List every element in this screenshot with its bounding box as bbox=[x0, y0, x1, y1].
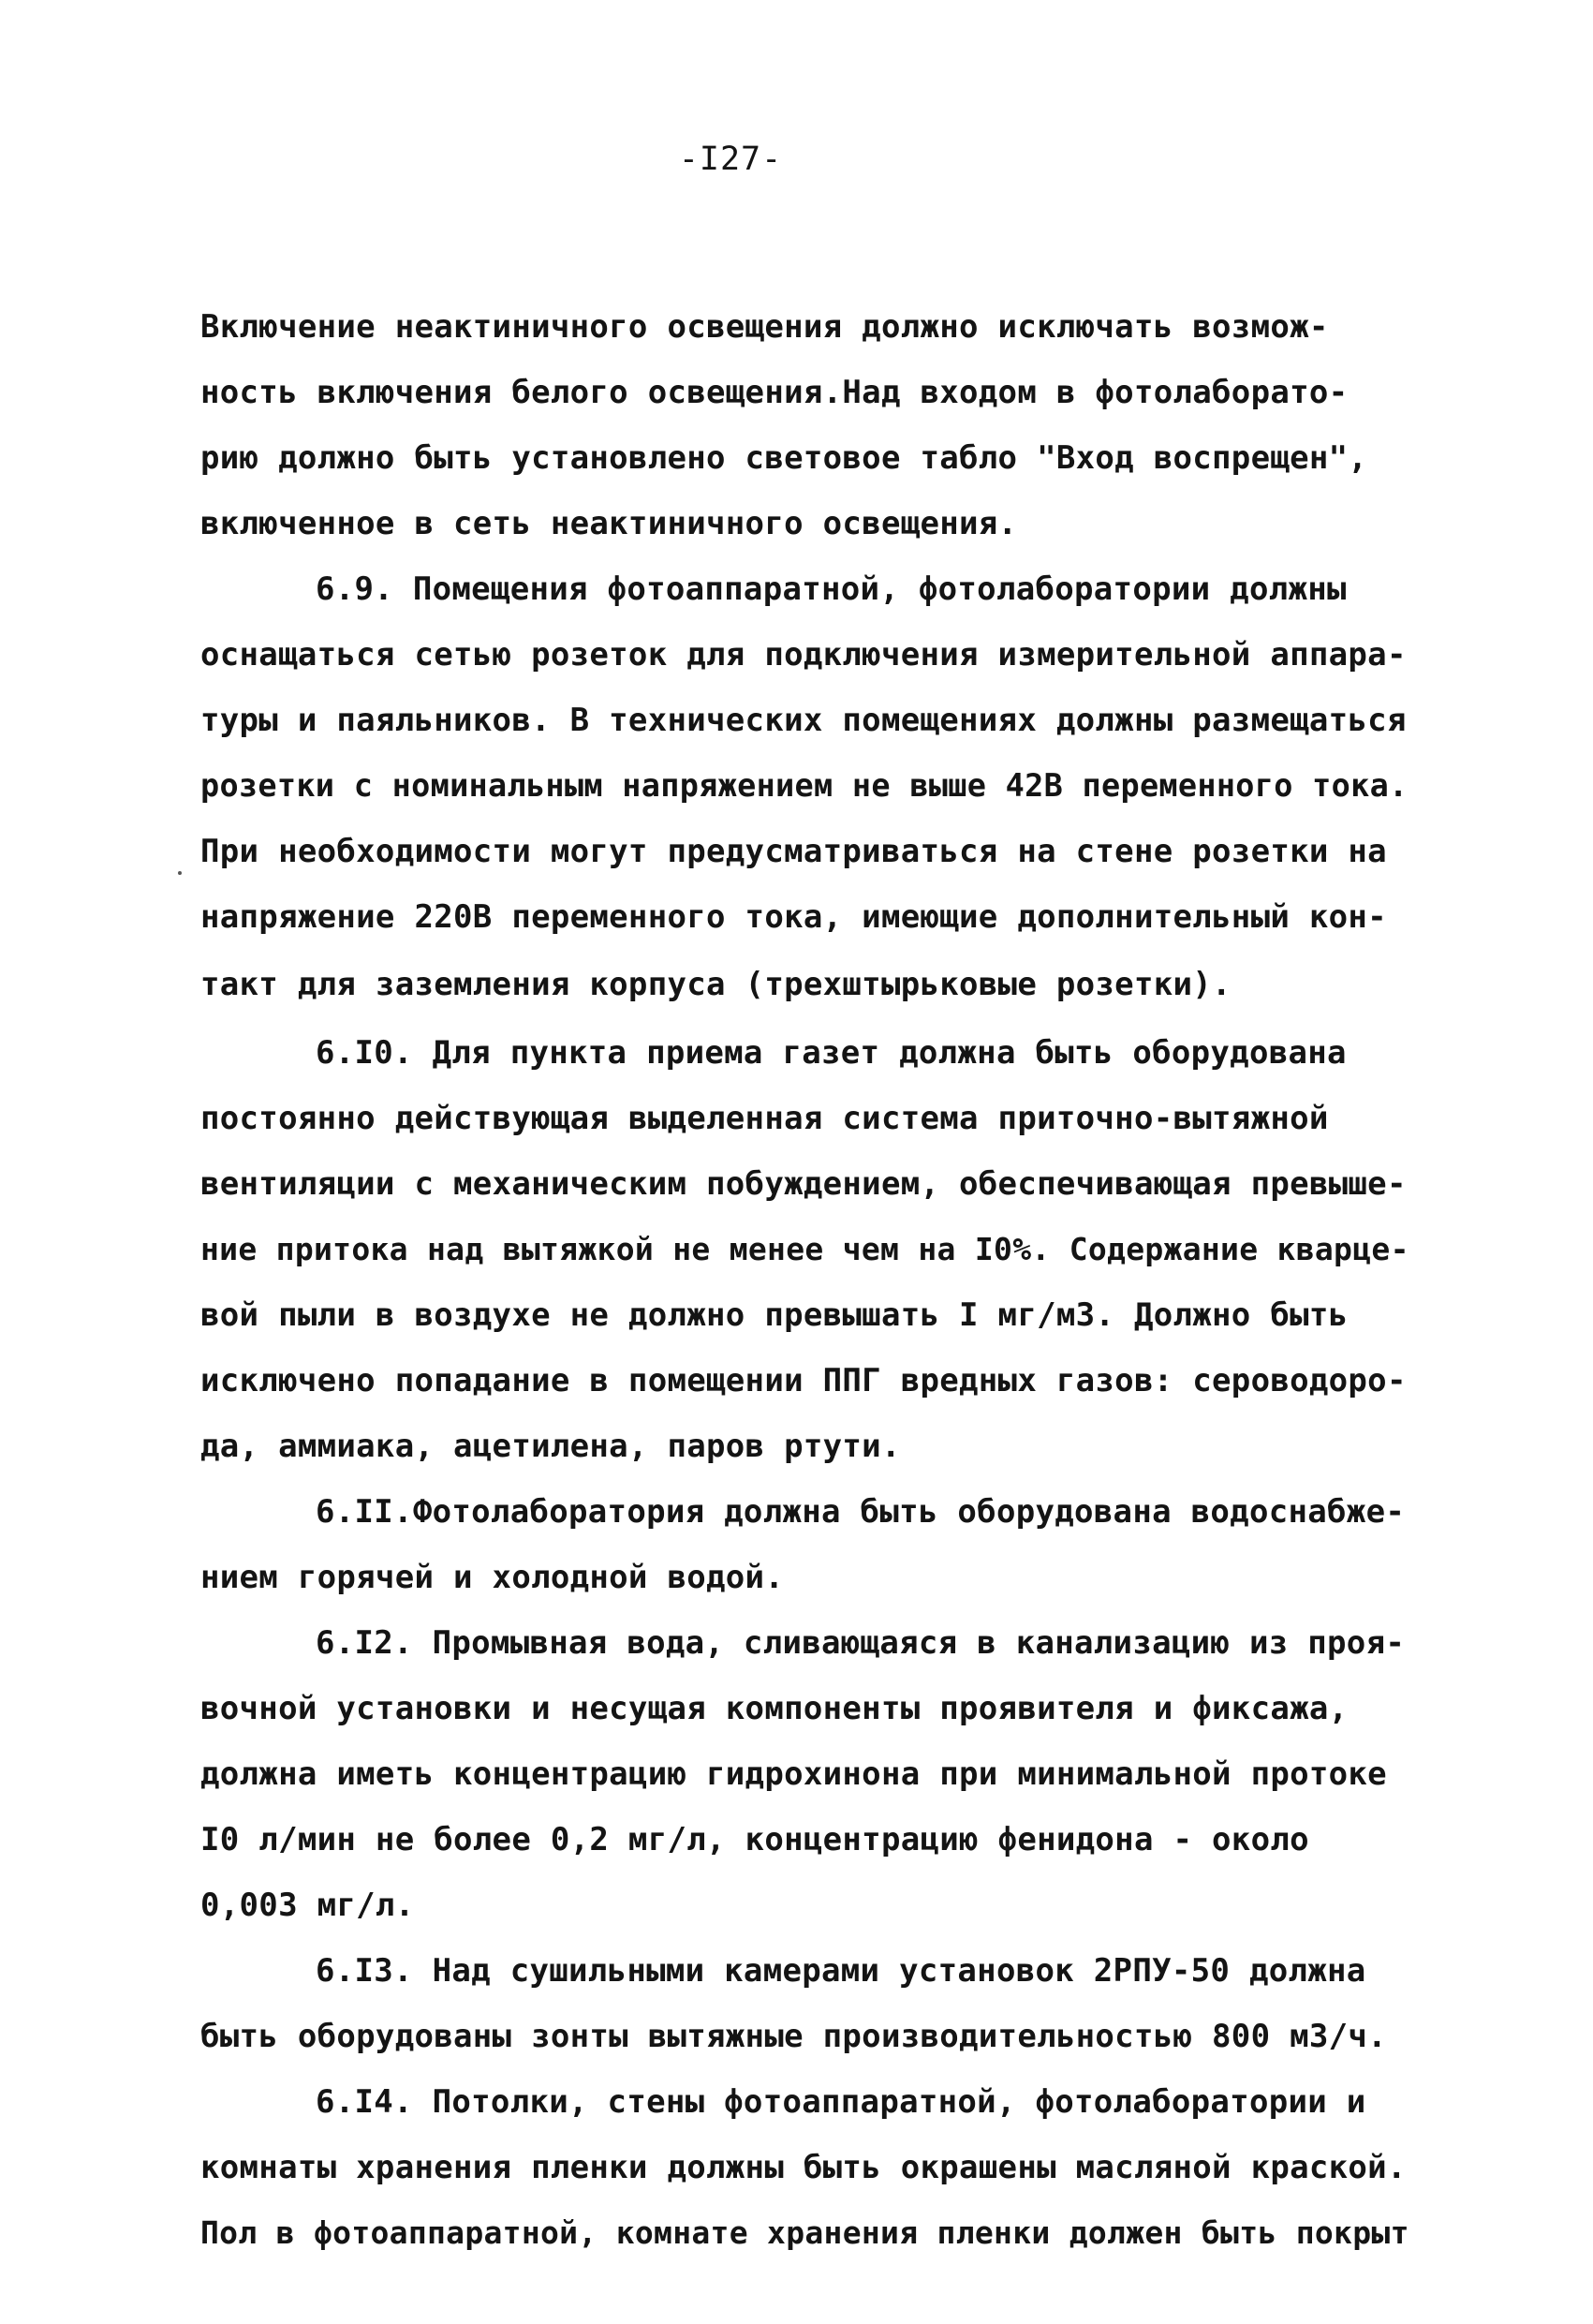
paragraph-start-6-12: 6.I2. Промывная вода, сливающаяся в канализацию из проя- bbox=[316, 1624, 1406, 1662]
text-line: включенное в сеть неактиничного освещения. bbox=[200, 505, 1018, 542]
text-line: Включение неактиничного освещения должно исключать возмож- bbox=[200, 308, 1329, 346]
text-line: должна иметь концентрацию гидрохинона при минимальной протоке bbox=[200, 1755, 1387, 1793]
text-line: рию должно быть установлено световое табло "Вход воспрещен", bbox=[200, 439, 1368, 477]
text-line: комнаты хранения пленки должны быть окрашены масляной краской. bbox=[200, 2149, 1407, 2186]
paragraph-start-6-9: 6.9. Помещения фотоаппаратной, фотолаборатории должны bbox=[316, 570, 1347, 608]
text-line: быть оборудованы зонты вытяжные производительностью 800 м3/ч. bbox=[200, 2018, 1387, 2055]
margin-speck bbox=[178, 871, 182, 875]
text-line: исключено попадание в помещении ППГ вредных газов: сероводоро- bbox=[200, 1362, 1407, 1399]
text-line: ние притока над вытяжкой не менее чем на I0%. Содержание кварце- bbox=[200, 1231, 1409, 1267]
paragraph-start-6-13: 6.I3. Над сушильными камерами установок 2РПУ-50 должна bbox=[316, 1952, 1366, 1990]
text-line: вентиляции с механическим побуждением, обеспечивающая превыше- bbox=[200, 1165, 1407, 1203]
text-line: вой пыли в воздухе не должно превышать I мг/м3. Должно быть bbox=[200, 1296, 1349, 1334]
body-text bbox=[200, 294, 1418, 2266]
page-number: -I27- bbox=[678, 141, 783, 178]
text-line: Пол в фотоаппаратной, комнате хранения пленки должен быть покрыт bbox=[200, 2214, 1409, 2251]
text-line: да, аммиака, ацетилена, паров ртути. bbox=[200, 1428, 901, 1465]
text-line: постоянно действующая выделенная система приточно-вытяжной bbox=[200, 1100, 1329, 1137]
paragraph-start-6-14: 6.I4. Потолки, стены фотоаппаратной, фотолаборатории и bbox=[316, 2083, 1366, 2121]
text-line: При необходимости могут предусматриваться на стене розетки на bbox=[200, 833, 1387, 870]
text-line: I0 л/мин не более 0,2 мг/л, концентрацию фенидона - около bbox=[200, 1821, 1309, 1858]
text-line: нием горячей и холодной водой. bbox=[200, 1559, 785, 1596]
text-line: 0,003 мг/л. bbox=[200, 1887, 415, 1924]
text-line: вочной установки и несущая компоненты проявителя и фиксажа, bbox=[200, 1690, 1349, 1727]
text-line: ность включения белого освещения.Над входом в фотолаборато- bbox=[200, 374, 1349, 411]
text-line: розетки с номинальным напряжением не выше 42В переменного тока. bbox=[200, 767, 1409, 804]
text-line: оснащаться сетью розеток для подключения измерительной аппара- bbox=[200, 636, 1407, 674]
paragraph-start-6-10: 6.I0. Для пункта приема газет должна быть оборудована bbox=[316, 1034, 1347, 1072]
paragraph-start-6-11: 6.II.Фотолаборатория должна быть оборудована водоснабже- bbox=[316, 1493, 1406, 1531]
text-line: туры и паяльников. В технических помещениях должны размещаться bbox=[200, 702, 1407, 739]
text-line: напряжение 220В переменного тока, имеющие дополнительный кон- bbox=[200, 898, 1387, 936]
text-line: такт для заземления корпуса (трехштырьковые розетки). bbox=[200, 966, 1232, 1003]
